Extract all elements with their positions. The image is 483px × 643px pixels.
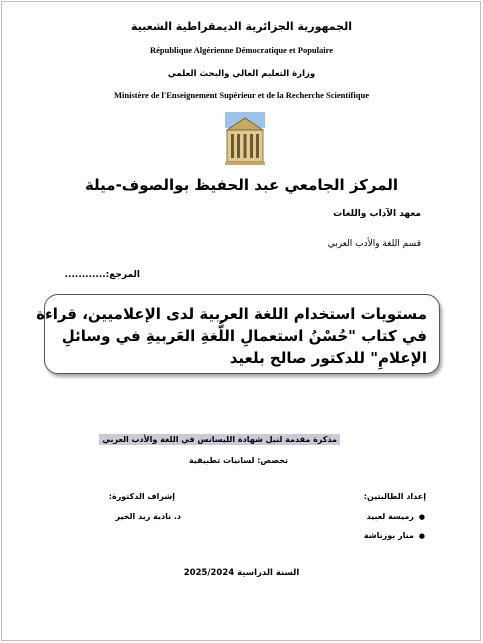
republic-french: République Algérienne Démocratique et Populaire	[149, 45, 334, 55]
ministry-french: Ministère de l'Enseignement Supérieur et de la Recherche Scientifique	[114, 90, 369, 100]
thesis-title-line-2: في كتاب "حُسْنُ استعمالِ اللُّغةِ العَربيةِ في وسائلِ	[61, 327, 427, 345]
ministry-arabic: وزارة التعليم العالي والبحث العلمي	[167, 69, 316, 79]
institute-name: معهد الآداب واللغات	[333, 209, 421, 219]
reference-number: المرجع:............	[64, 270, 140, 280]
university-building-icon	[223, 110, 267, 166]
thesis-title-line-3: الإعلامِ" للدكتور صالح بلعيد	[229, 349, 427, 367]
student-item	[364, 531, 425, 540]
bullet-icon: ●	[418, 513, 425, 521]
student-name: منار بوزناشة	[363, 531, 414, 540]
supervisor-name: د. نادية زيد الخير	[115, 512, 181, 521]
republic-arabic: الجمهورية الجزائرية الديمقراطية الشعبية	[131, 20, 352, 33]
students-label: إعداد الطالبتين:	[363, 492, 426, 501]
bullet-icon: ●	[418, 532, 425, 540]
department-name: قسم اللغة والأدب العربي	[327, 239, 421, 249]
academic-year: السنة الدراسية 2025/2024	[183, 568, 300, 578]
supervisor-label: إشراف الدكتورة:	[108, 492, 175, 501]
thesis-title-box	[36, 294, 440, 374]
thesis-title-line-1: مستويات استخدام اللغة العربية لدى الإعلاميين، قراءة	[36, 305, 427, 323]
student-item	[367, 512, 425, 521]
university-center-name: المركز الجامعي عبد الحفيظ بوالصوف-ميلة	[84, 176, 399, 194]
specialty: تخصص: لسانيات تطبيقية	[189, 456, 288, 465]
student-name: رميسة لعبيد	[366, 512, 414, 521]
memo-description: مذكرة مقدمة لنيل شهادة الليسانس في اللغة والأدب العربي	[99, 434, 340, 445]
